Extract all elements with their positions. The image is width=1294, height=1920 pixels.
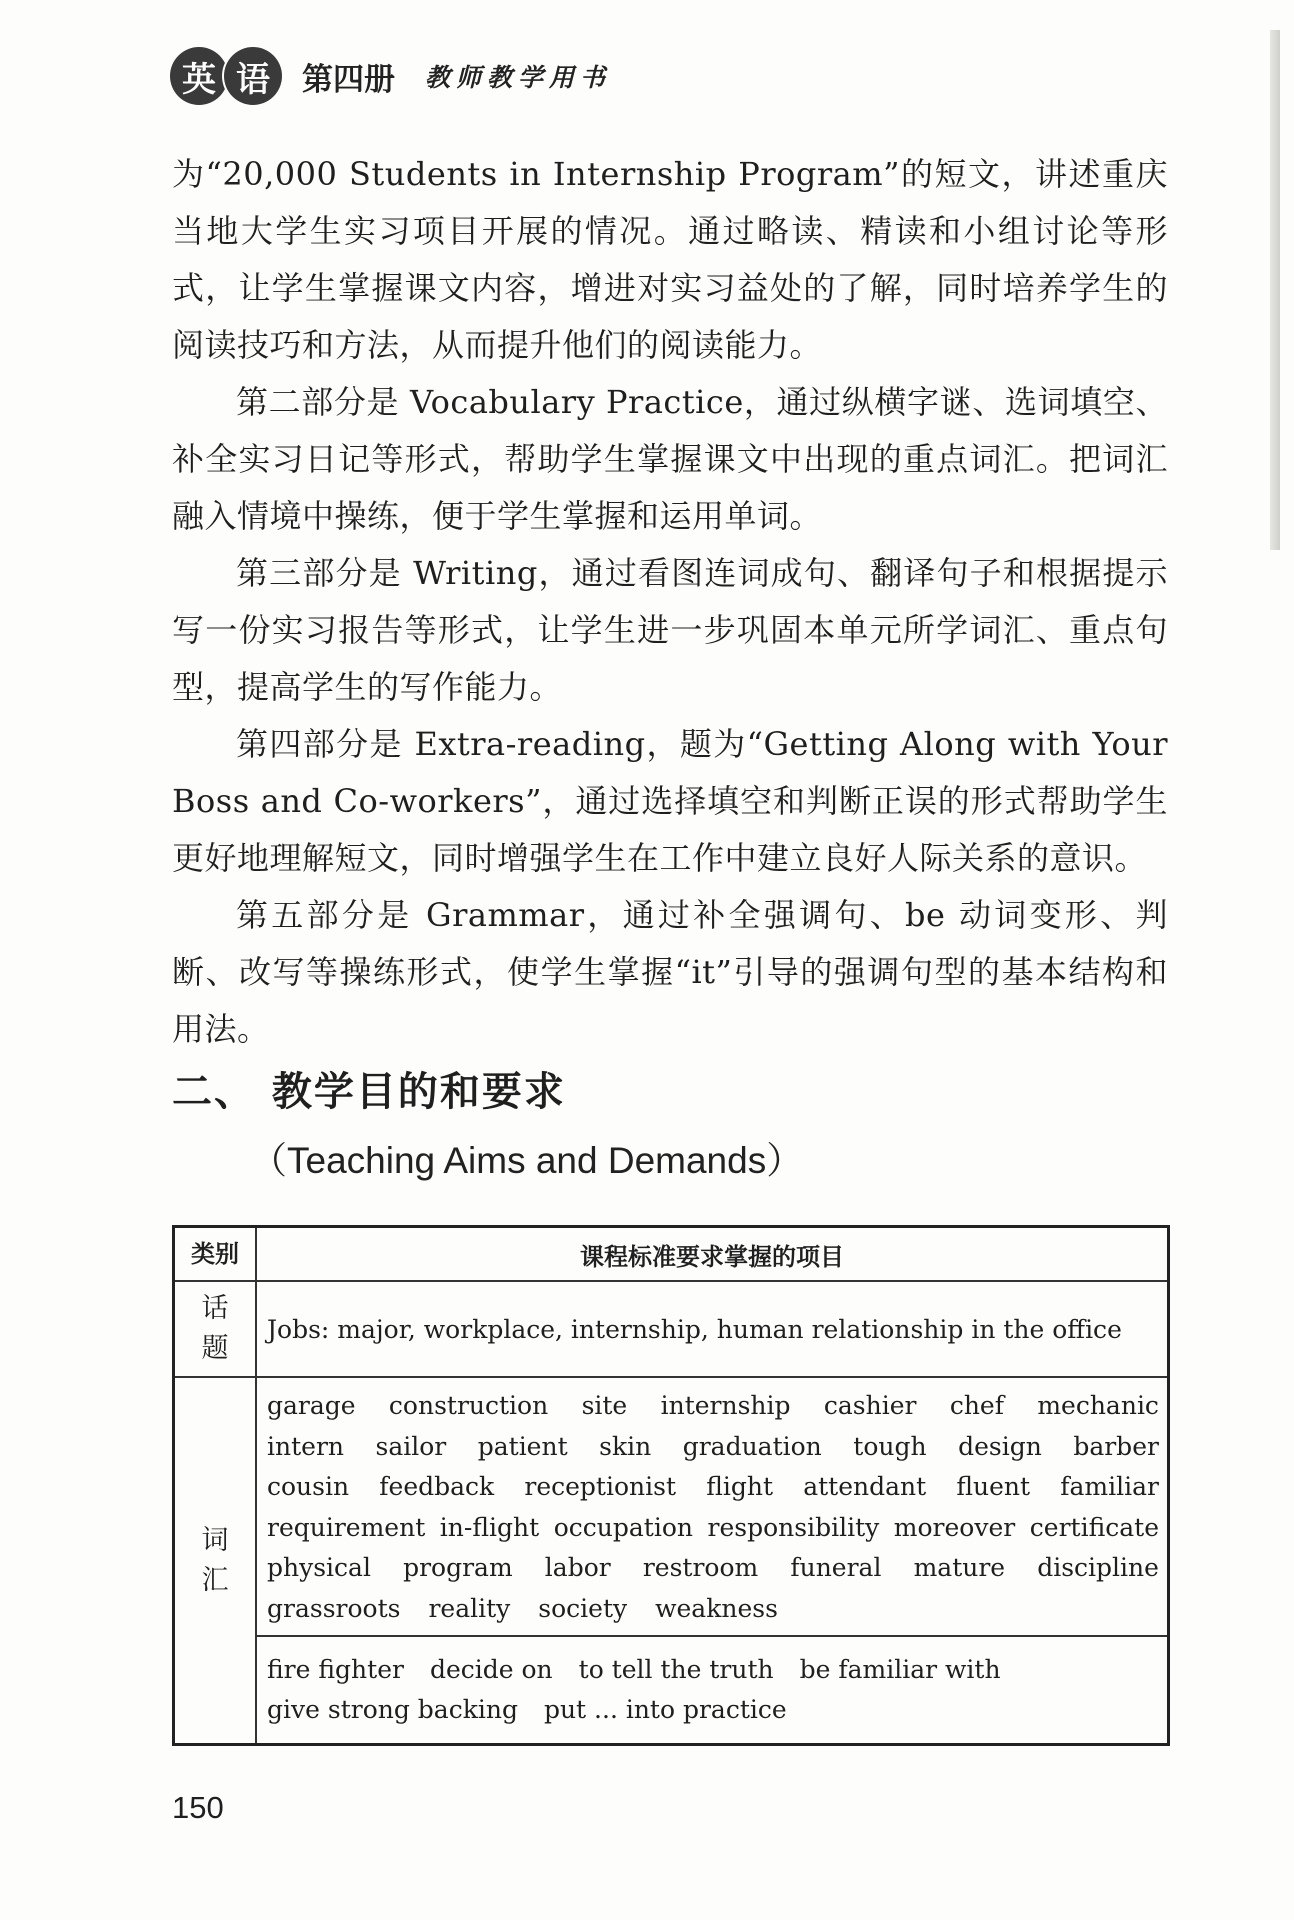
paragraph-4: 第四部分是 Extra-reading，题为“Getting Along with Your Boss and Co-workers”，通过选择填空和判断正误的形式帮助学生更好地理解短文，同时增强学生在工作中建立良好人际关系的意识。 bbox=[172, 725, 1168, 877]
vocab-word: cashier bbox=[823, 1391, 917, 1420]
vocab-word: in-flight bbox=[439, 1512, 540, 1542]
topic-label: 话题 bbox=[174, 1281, 257, 1377]
book-subtitle: 教师教学用书 bbox=[425, 63, 612, 92]
vocab-word: construction bbox=[388, 1391, 549, 1420]
vocab-row bbox=[174, 1377, 1169, 1636]
subject-badge-2: 语 bbox=[224, 47, 282, 105]
vocab-word: restroom bbox=[642, 1553, 759, 1582]
paragraph-1: 为“20,000 Students in Internship Program”的短文，讲述重庆当地大学生实习项目开展的情况。通过略读、精读和小组讨论等形式，让学生掌握课文内容，增进对实习益处的了解，同时培养学生的阅读技巧和方法，从而提升他们的阅读能力。 bbox=[172, 155, 1168, 364]
vocab-word: responsibility bbox=[707, 1512, 880, 1542]
vocab-word: chef bbox=[949, 1391, 1004, 1420]
vocab-word: society bbox=[538, 1593, 628, 1623]
subject-badge-1: 英 bbox=[170, 47, 228, 105]
phrase-line bbox=[267, 1690, 1159, 1730]
paragraph-3: 第三部分是 Writing，通过看图连词成句、翻译句子和根据提示写一份实习报告等形式，让学生进一步巩固本单元所学词汇、重点句型，提高学生的写作能力。 bbox=[172, 554, 1168, 706]
vocab-word: labor bbox=[544, 1553, 611, 1582]
vocab-word: design bbox=[958, 1431, 1042, 1461]
vocab-word: weakness bbox=[655, 1593, 778, 1623]
vocab-word: intern bbox=[267, 1431, 344, 1461]
vocab-word: occupation bbox=[553, 1512, 693, 1542]
phrase: to tell the truth bbox=[578, 1655, 774, 1684]
vocab-word: garage bbox=[267, 1391, 356, 1420]
page-number: 150 bbox=[172, 1790, 224, 1825]
phrase: decide on bbox=[429, 1655, 553, 1684]
vocab-line bbox=[267, 1508, 1159, 1549]
header-items: 课程标准要求掌握的项目 bbox=[256, 1227, 1169, 1282]
vocab-word: site bbox=[581, 1391, 628, 1420]
vocab-word: familiar bbox=[1060, 1472, 1159, 1501]
section-title: 二、 教学目的和要求 bbox=[172, 1069, 566, 1115]
table-header-row bbox=[174, 1227, 1169, 1282]
vocab-word: reality bbox=[428, 1593, 511, 1623]
phrase: give strong backing bbox=[267, 1695, 518, 1724]
vocab-word: fluent bbox=[956, 1472, 1031, 1501]
vocab-word: requirement bbox=[267, 1512, 426, 1542]
section-subtitle: （Teaching Aims and Demands） bbox=[250, 1140, 804, 1181]
vocab-word: physical bbox=[267, 1553, 371, 1582]
vocab-word: mature bbox=[913, 1553, 1006, 1582]
vocab-word: grassroots bbox=[267, 1593, 401, 1623]
vocab-line bbox=[267, 1386, 1159, 1427]
vocab-word: sailor bbox=[375, 1431, 447, 1461]
vocab-line bbox=[267, 1427, 1159, 1468]
vocab-word: program bbox=[403, 1553, 513, 1582]
vocab-line bbox=[267, 1467, 1159, 1508]
phrase-line bbox=[267, 1650, 1159, 1690]
vocab-word: attendant bbox=[803, 1472, 927, 1501]
vocab-word: mechanic bbox=[1037, 1391, 1159, 1420]
phrase: fire fighter bbox=[267, 1655, 404, 1684]
vocab-word: discipline bbox=[1037, 1553, 1159, 1582]
phrase-row bbox=[174, 1636, 1169, 1745]
vocab-word: internship bbox=[660, 1391, 791, 1420]
aims-table bbox=[172, 1225, 1170, 1746]
page-edge-shadow bbox=[1270, 30, 1280, 550]
vocab-word: skin bbox=[599, 1431, 652, 1461]
vocab-word: graduation bbox=[682, 1431, 822, 1461]
vocab-word: funeral bbox=[790, 1553, 882, 1582]
topic-text: Jobs: major, workplace, internship, human relationship in the office bbox=[256, 1281, 1169, 1377]
paragraph-2: 第二部分是 Vocabulary Practice，通过纵横字谜、选词填空、补全实习日记等形式，帮助学生掌握课文中出现的重点词汇。把词汇融入情境中操练，便于学生掌握和运用单词。 bbox=[172, 383, 1168, 535]
phrase-cell bbox=[256, 1636, 1169, 1745]
header-category: 类别 bbox=[174, 1227, 257, 1282]
vocab-word: receptionist bbox=[524, 1472, 676, 1501]
book-number: 第四册 bbox=[302, 61, 395, 98]
vocab-label: 词汇 bbox=[174, 1377, 257, 1745]
running-header bbox=[170, 44, 611, 108]
vocab-word: tough bbox=[853, 1431, 927, 1461]
vocab-word: flight bbox=[706, 1472, 774, 1501]
phrase: be familiar with bbox=[799, 1655, 1001, 1684]
paragraph-5: 第五部分是 Grammar，通过补全强调句、be 动词变形、判断、改写等操练形式，使学生掌握“it”引导的强调句型的基本结构和用法。 bbox=[172, 896, 1168, 1048]
body-text bbox=[172, 146, 1168, 1058]
vocab-line bbox=[267, 1589, 1159, 1630]
vocab-word: cousin bbox=[267, 1472, 350, 1501]
phrase: put ... into practice bbox=[543, 1695, 787, 1724]
vocab-word: patient bbox=[477, 1431, 568, 1461]
vocab-word: certificate bbox=[1029, 1512, 1159, 1542]
vocab-word: barber bbox=[1073, 1431, 1159, 1461]
vocab-word: feedback bbox=[379, 1472, 495, 1501]
topic-row bbox=[174, 1281, 1169, 1377]
vocab-cell bbox=[256, 1377, 1169, 1636]
vocab-word: moreover bbox=[893, 1512, 1016, 1542]
vocab-line bbox=[267, 1548, 1159, 1589]
